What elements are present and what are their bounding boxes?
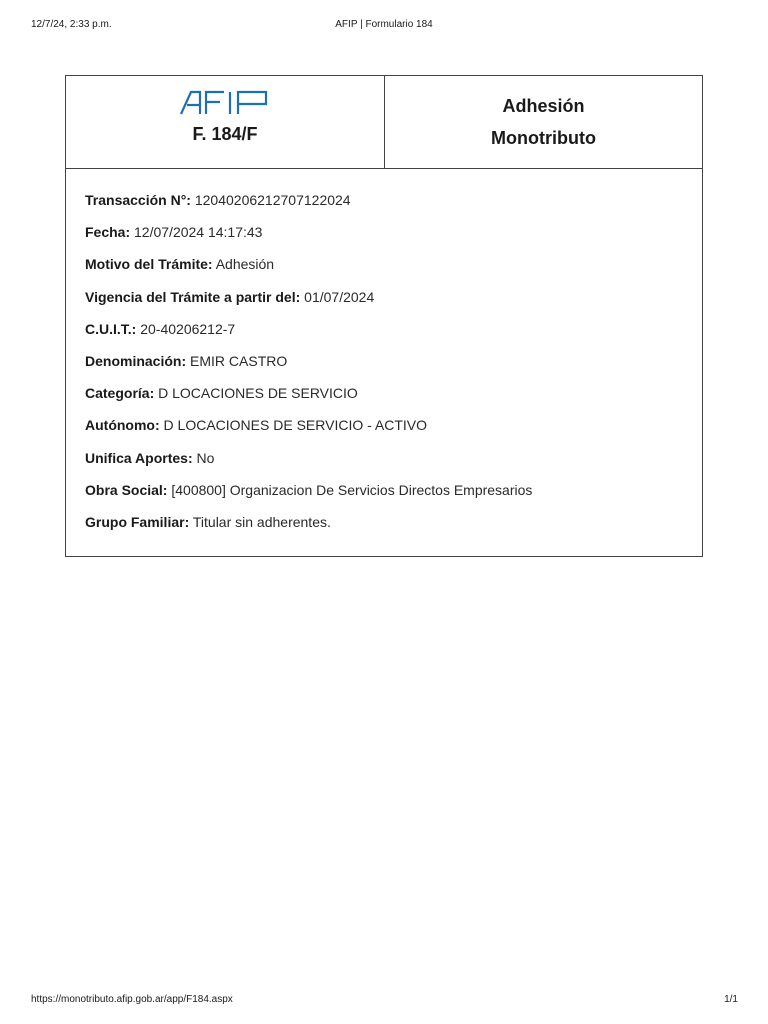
field-denominacion bbox=[85, 348, 702, 380]
field-autonomo bbox=[85, 412, 702, 444]
field-label: Obra Social: bbox=[85, 481, 168, 498]
form-title-line1: Adhesión bbox=[502, 96, 585, 116]
print-page-title: AFIP | Formulario 184 bbox=[335, 19, 433, 30]
field-value: No bbox=[196, 449, 215, 466]
afip-logo bbox=[180, 90, 270, 116]
field-label: Vigencia del Trámite a partir del: bbox=[85, 288, 301, 305]
print-datetime: 12/7/24, 2:33 p.m. bbox=[31, 19, 112, 30]
field-label: Fecha: bbox=[85, 224, 131, 241]
field-grupo-familiar bbox=[85, 509, 702, 541]
field-value: 12/07/2024 14:17:43 bbox=[134, 224, 263, 241]
field-value: Titular sin adherentes. bbox=[192, 513, 331, 530]
field-label: Motivo del Trámite: bbox=[85, 256, 213, 273]
field-label: Transacción N°: bbox=[85, 192, 191, 208]
field-label: Categoría: bbox=[85, 385, 155, 402]
field-obra-social bbox=[85, 477, 702, 509]
form-header-left bbox=[66, 76, 385, 168]
field-value: 12040206212707122024 bbox=[194, 192, 351, 208]
form-code: F. 184/F bbox=[192, 124, 258, 144]
field-value: 01/07/2024 bbox=[304, 288, 375, 305]
field-cuit bbox=[85, 316, 702, 348]
field-value: EMIR CASTRO bbox=[190, 352, 288, 369]
print-url: https://monotributo.afip.gob.ar/app/F184.aspx bbox=[31, 994, 233, 1005]
field-label: C.U.I.T.: bbox=[85, 320, 137, 337]
field-unifica-aportes bbox=[85, 445, 702, 477]
field-value: 20-40206212-7 bbox=[140, 320, 236, 337]
field-transaccion bbox=[85, 187, 702, 219]
field-fecha bbox=[85, 219, 702, 251]
field-label: Grupo Familiar: bbox=[85, 513, 190, 530]
field-label: Unifica Aportes: bbox=[85, 449, 193, 466]
field-value: Adhesión bbox=[215, 256, 275, 273]
form-header-right bbox=[385, 76, 702, 168]
field-label: Autónomo: bbox=[85, 417, 160, 434]
form-title-line2: Monotributo bbox=[491, 128, 596, 148]
field-value: [400800] Organizacion De Servicios Directos Empresarios bbox=[171, 481, 533, 498]
form-fields bbox=[66, 169, 702, 541]
field-motivo bbox=[85, 251, 702, 283]
field-value: D LOCACIONES DE SERVICIO - ACTIVO bbox=[163, 417, 428, 434]
print-page-number: 1/1 bbox=[724, 994, 738, 1005]
field-vigencia bbox=[85, 284, 702, 316]
field-value: D LOCACIONES DE SERVICIO bbox=[158, 385, 358, 402]
form-header bbox=[66, 76, 702, 169]
form-card bbox=[65, 75, 703, 557]
field-label: Denominación: bbox=[85, 352, 187, 369]
field-categoria bbox=[85, 380, 702, 412]
